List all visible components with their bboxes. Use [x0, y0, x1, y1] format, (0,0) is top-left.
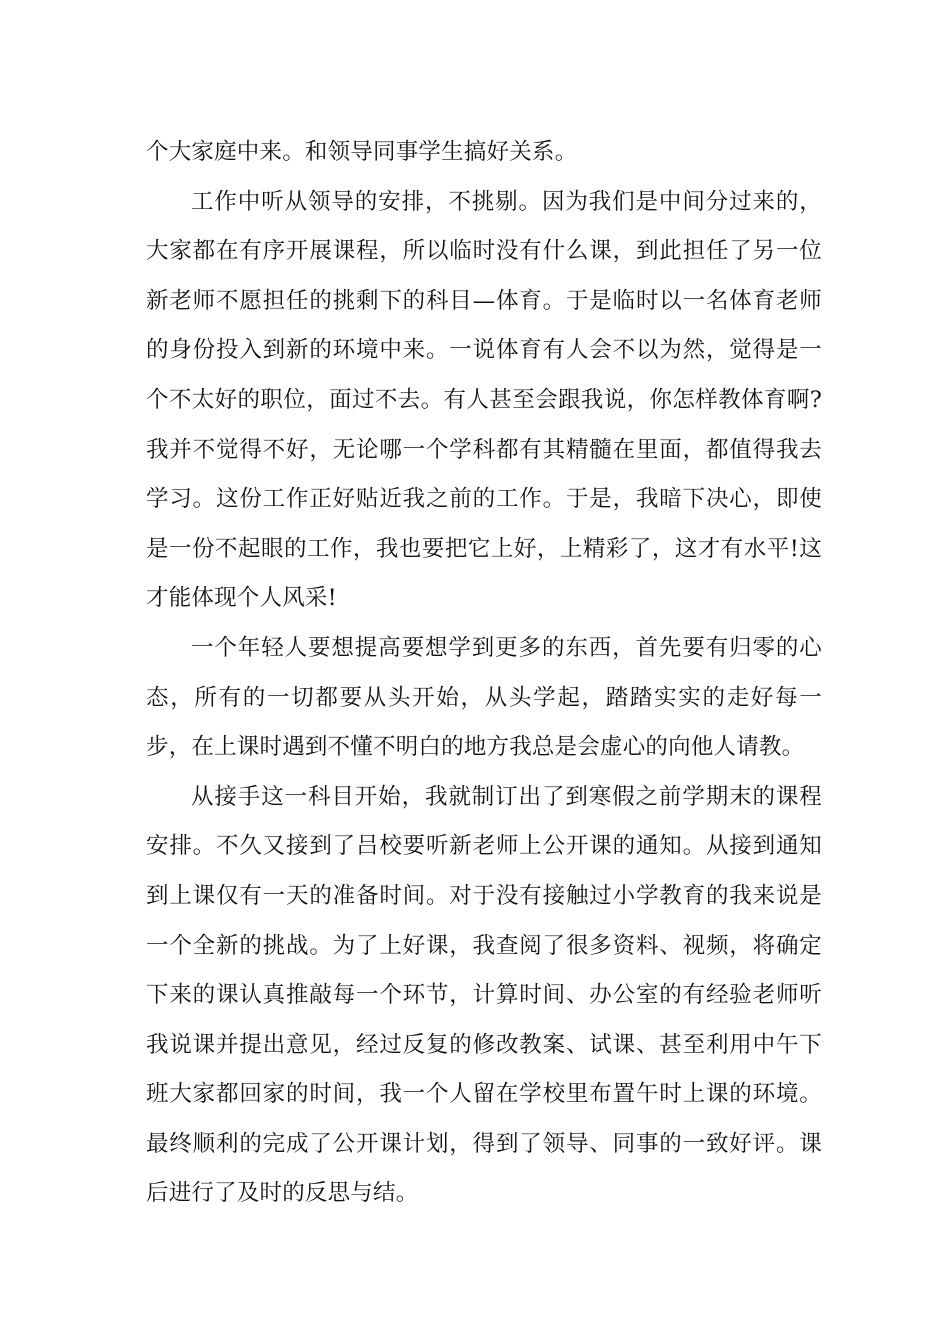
paragraph-4: 从接手这一科目开始，我就制订出了到寒假之前学期末的课程安排。不久又接到了吕校要听新老师上公开课的通知。从接到通知到上课仅有一天的准备时间。对于没有接触过小学教育的我来说是一个全新的挑战。为了上好课，我查阅了很多资料、视频，将确定下来的课认真推敲每一个环节，计算时间、办公室的有经验老师听我说课并提出意见，经过反复的修改教案、试课、甚至利用中午下班大家都回家的时间，我一个人留在学校里布置午时上课的环境。最终顺利的完成了公开课计划，得到了领导、同事的一致好评。课后进行了及时的反思与结。 — [146, 783, 822, 1207]
paragraph-1: 个大家庭中来。和领导同事学生搞好关系。 — [146, 139, 578, 165]
paragraph-2: 工作中听从领导的安排，不挑剔。因为我们是中间分过来的，大家都在有序开展课程，所以临时没有什么课，到此担任了另一位新老师不愿担任的挑剩下的科目—体育。于是临时以一名体育老师的身份投入到新的环境中来。一说体育有人会不以为然，觉得是一个不太好的职位，面过不去。有人甚至会跟我说，你怎样教体育啊?我并不觉得不好，无论哪一个学科都有其精髓在里面，都值得我去学习。这份工作正好贴近我之前的工作。于是，我暗下决心，即使是一份不起眼的工作，我也要把它上好，上精彩了，这才有水平!这才能体现个人风采! — [146, 188, 822, 612]
document-body — [146, 128, 822, 1219]
paragraph-3: 一个年轻人要想提高要想学到更多的东西，首先要有归零的心态，所有的一切都要从头开始，从头学起，踏踏实实的走好每一步，在上课时遇到不懂不明白的地方我总是会虚心的向他人请教。 — [146, 634, 822, 761]
